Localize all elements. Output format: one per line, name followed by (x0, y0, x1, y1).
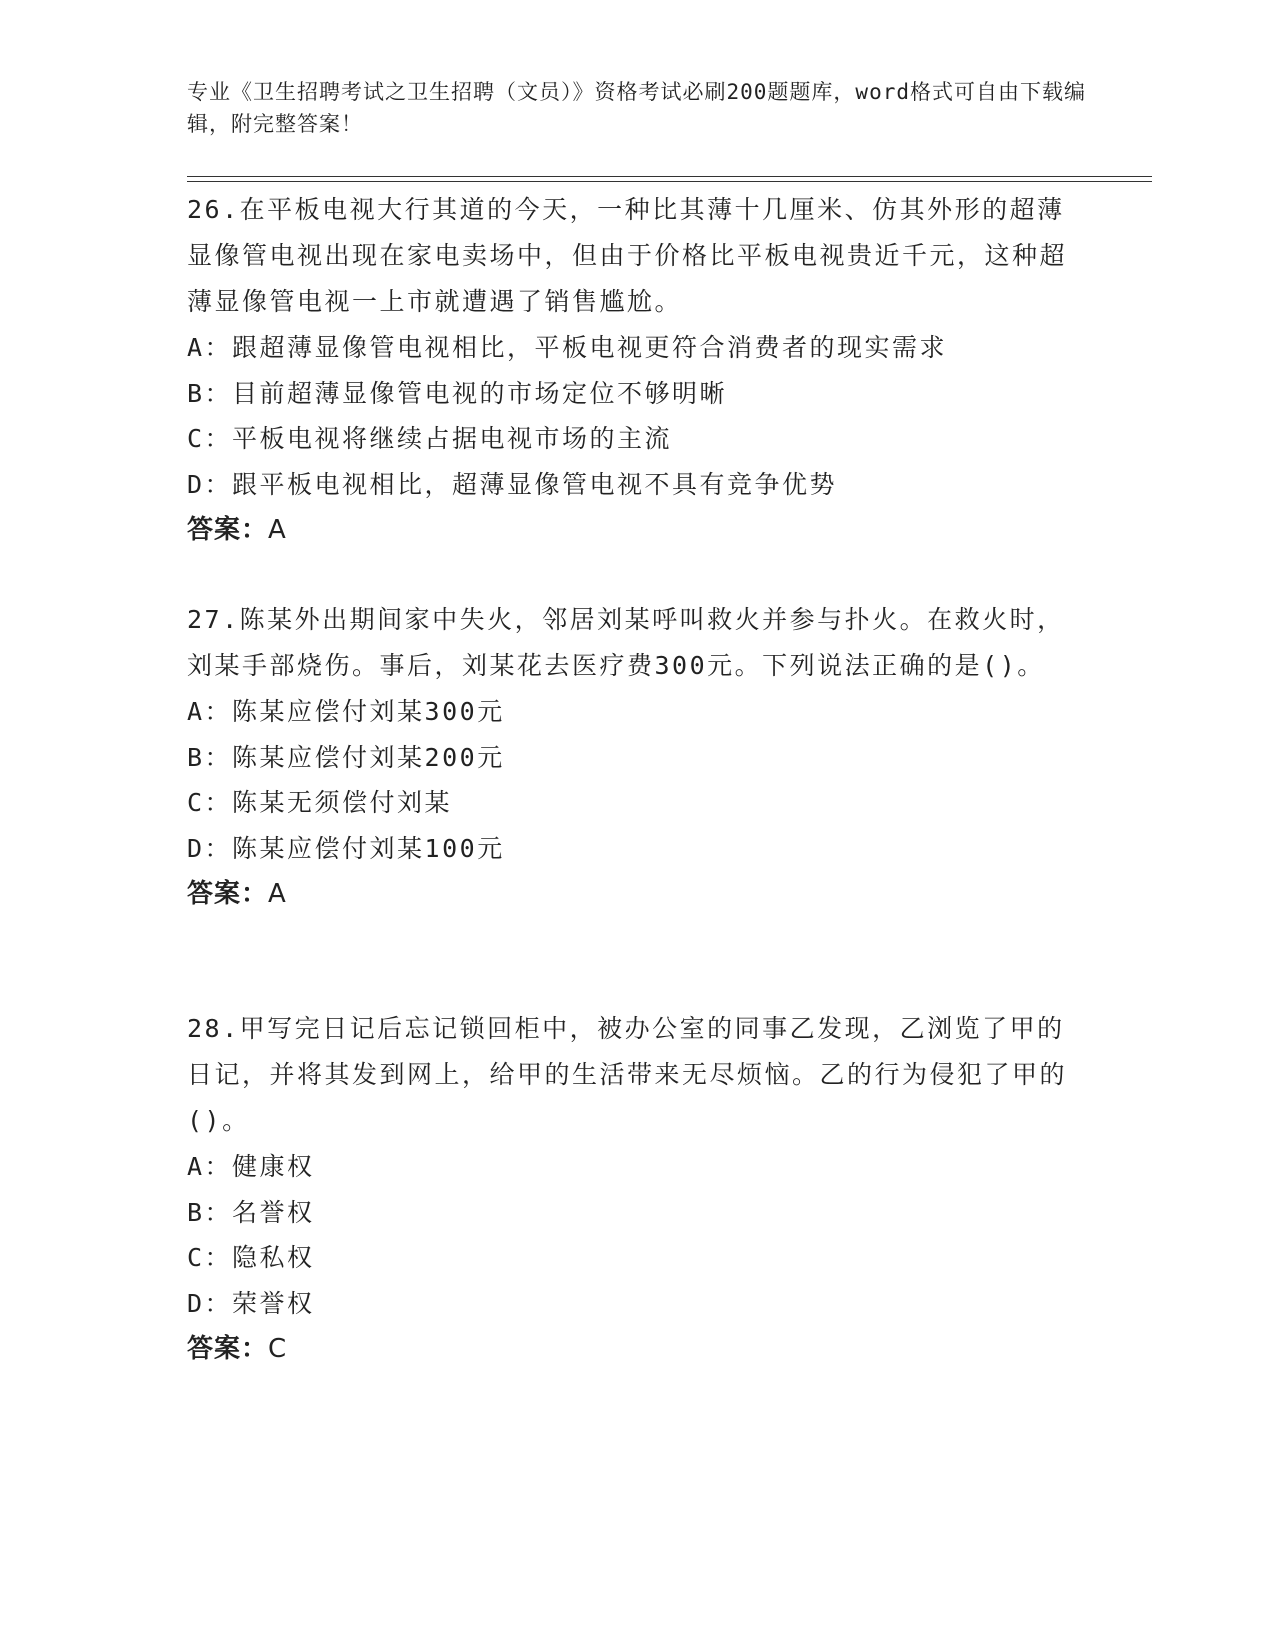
answer-value: C (268, 1334, 288, 1364)
answer-label: 答案： (187, 1334, 269, 1364)
header-divider-bottom (187, 181, 1152, 182)
option-a: A：陈某应偿付刘某300元 (187, 697, 505, 726)
answer-label: 答案： (187, 515, 269, 545)
question-27 (187, 597, 1067, 918)
option-d: D：荣誉权 (187, 1288, 315, 1318)
question-stem: 28.甲写完日记后忘记锁回柜中，被办公室的同事乙发现，乙浏览了甲的日记，并将其发到网上，给甲的生活带来无尽烦恼。乙的行为侵犯了甲的()。 (187, 1014, 1068, 1135)
answer-value: A (268, 879, 287, 909)
option-d: D：跟平板电视相比，超薄显像管电视不具有竞争优势 (187, 469, 838, 499)
question-26 (187, 187, 1067, 554)
question-28 (187, 1006, 1067, 1373)
option-b: B：目前超薄显像管电视的市场定位不够明晰 (187, 378, 728, 408)
answer-label: 答案： (187, 879, 269, 909)
option-c: C：隐私权 (187, 1243, 315, 1272)
answer-value: A (268, 515, 287, 545)
question-stem: 26.在平板电视大行其道的今天，一种比其薄十几厘米、仿其外形的超薄显像管电视出现在家电卖场中，但由于价格比平板电视贵近千元，这种超薄显像管电视一上市就遭遇了销售尴尬。 (187, 195, 1068, 316)
option-d: D：陈某应偿付刘某100元 (187, 833, 505, 863)
option-a: A：健康权 (187, 1152, 315, 1181)
answer-line (187, 871, 1067, 918)
header-divider-top (187, 176, 1152, 177)
question-stem: 27.陈某外出期间家中失火，邻居刘某呼叫救火并参与扑火。在救火时，刘某手部烧伤。事后，刘某花去医疗费300元。下列说法正确的是()。 (187, 605, 1065, 680)
option-c: C：平板电视将继续占据电视市场的主流 (187, 424, 673, 453)
option-c: C：陈某无须偿付刘某 (187, 788, 453, 817)
answer-line (187, 507, 1067, 554)
answer-line (187, 1326, 1067, 1373)
option-b: B：名誉权 (187, 1197, 315, 1227)
document-header: 专业《卫生招聘考试之卫生招聘（文员）》资格考试必刷200题题库，word格式可自由下载编辑，附完整答案！ (187, 80, 1086, 136)
option-a: A：跟超薄显像管电视相比，平板电视更符合消费者的现实需求 (187, 333, 948, 362)
option-b: B：陈某应偿付刘某200元 (187, 742, 505, 772)
